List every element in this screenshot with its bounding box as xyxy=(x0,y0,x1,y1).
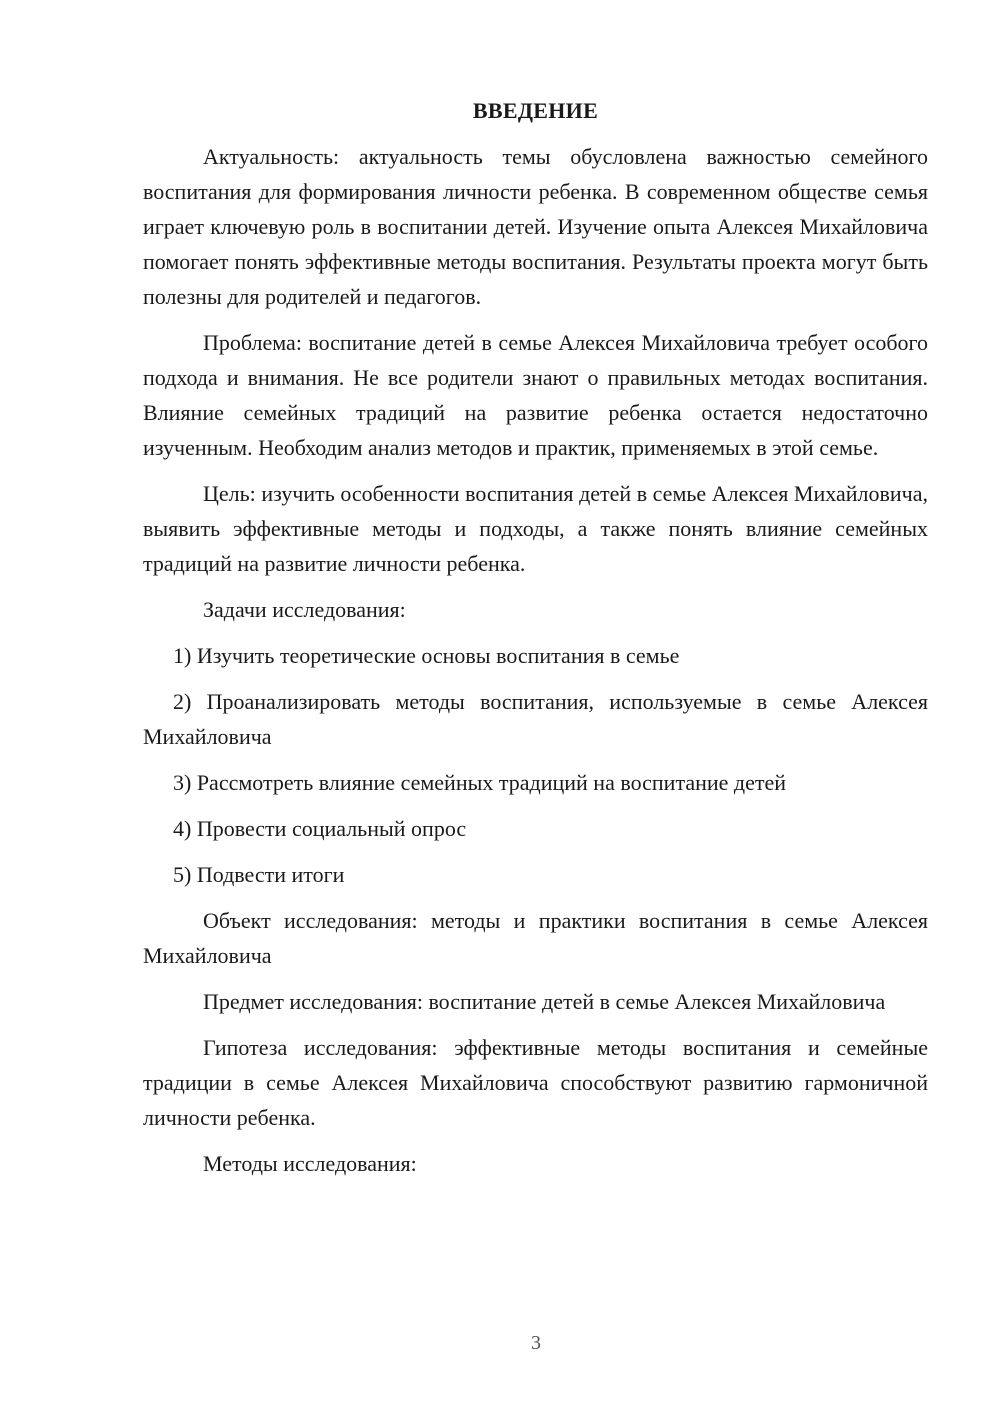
task-item-4: 4) Провести социальный опрос xyxy=(173,816,467,841)
task-item-1: 1) Изучить теоретические основы воспитания в семье xyxy=(173,643,680,668)
methods-heading: Методы исследования: xyxy=(203,1151,417,1176)
subject-paragraph: Предмет исследования: воспитание детей в семье Алексея Михайловича xyxy=(203,989,886,1014)
tasks-heading: Задачи исследования: xyxy=(203,597,406,622)
task-item-3: 3) Рассмотреть влияние семейных традиций на воспитание детей xyxy=(173,770,787,795)
page-title: ВВЕДЕНИЕ xyxy=(472,98,599,123)
task-item-5: 5) Подвести итоги xyxy=(173,862,345,887)
hypothesis-paragraph: Гипотеза исследования: эффективные методы воспитания и семейные традиции в семье Алексея Михайловича способствуют развитию гармоничной личности ребенка. xyxy=(143,1035,928,1130)
object-paragraph: Объект исследования: методы и практики воспитания в семье Алексея Михайловича xyxy=(143,908,928,968)
problem-paragraph: Проблема: воспитание детей в семье Алексея Михайловича требует особого подхода и внимания. Не все родители знают о правильных методах воспитания. Влияние семейных традиций на развитие ребенка остается недостаточно изученным. Необходим анализ методов и практик, применяемых в этой семье. xyxy=(143,330,928,460)
page-number: 3 xyxy=(531,1332,541,1354)
task-item-2: 2) Проанализировать методы воспитания, используемые в семье Алексея Михайловича xyxy=(143,689,928,749)
relevance-paragraph: Актуальность: актуальность темы обусловлена важностью семейного воспитания для формирования личности ребенка. В современном обществе семья играет ключевую роль в воспитании детей. Изучение опыта Алексея Михайловича помогает понять эффективные методы воспитания. Результаты проекта могут быть полезны для родителей и педагогов. xyxy=(143,144,928,309)
page-content xyxy=(143,95,928,1192)
goal-paragraph: Цель: изучить особенности воспитания детей в семье Алексея Михайловича, выявить эффективные методы и подходы, а также понять влияние семейных традиций на развитие личности ребенка. xyxy=(143,481,928,576)
